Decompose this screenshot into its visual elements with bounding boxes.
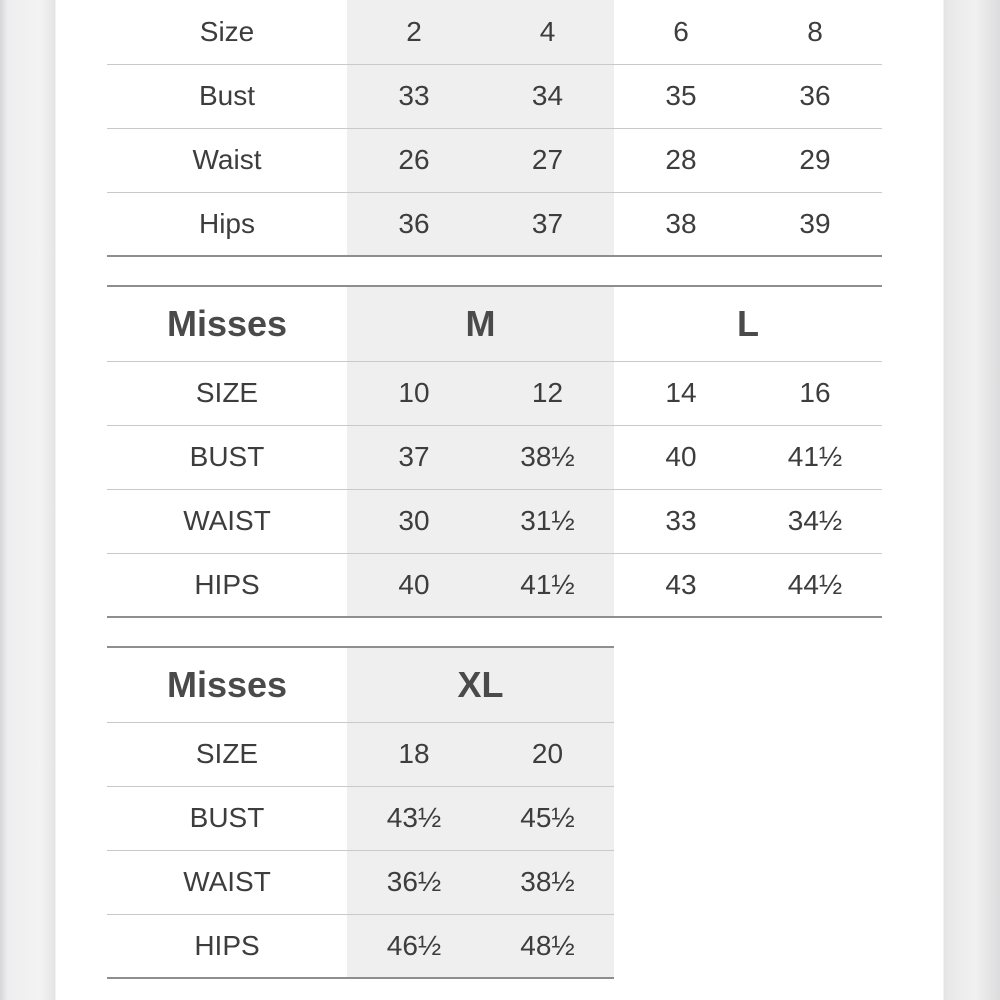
table-cell: 2 (347, 0, 481, 64)
table-cell: 33 (614, 489, 748, 553)
table-cell: 12 (481, 361, 614, 425)
table-row (107, 425, 882, 489)
table-cell: 37 (481, 192, 614, 256)
size-group-header: M (347, 286, 614, 361)
row-label: WAIST (107, 489, 347, 553)
size-group-header: L (614, 286, 882, 361)
table-row (107, 192, 882, 256)
table-cell: 43½ (347, 786, 481, 850)
table-row (107, 850, 614, 914)
table-cell: 37 (347, 425, 481, 489)
table-cell: 29 (748, 128, 882, 192)
row-label: WAIST (107, 850, 347, 914)
table-cell: 28 (614, 128, 748, 192)
table-title: Misses (107, 647, 347, 722)
table-header-row (107, 647, 614, 722)
table-cell: 38½ (481, 850, 614, 914)
table-row (107, 489, 882, 553)
table-cell: 44½ (748, 553, 882, 617)
table-row (107, 786, 614, 850)
row-label: HIPS (107, 914, 347, 978)
table-cell: 38½ (481, 425, 614, 489)
row-label: SIZE (107, 722, 347, 786)
table-cell: 35 (614, 64, 748, 128)
table-cell: 30 (347, 489, 481, 553)
table-cell: 36 (748, 64, 882, 128)
table-cell: 10 (347, 361, 481, 425)
size-chart-table-misses-m-l (107, 285, 882, 618)
table-cell: 26 (347, 128, 481, 192)
table-cell: 34 (481, 64, 614, 128)
size-group-header: XL (347, 647, 614, 722)
table-cell: 20 (481, 722, 614, 786)
table-row (107, 64, 882, 128)
row-label: SIZE (107, 361, 347, 425)
table-row (107, 722, 614, 786)
table-cell: 18 (347, 722, 481, 786)
table-cell: 43 (614, 553, 748, 617)
table-row (107, 553, 882, 617)
table-cell: 41½ (748, 425, 882, 489)
table-cell: 41½ (481, 553, 614, 617)
row-label: BUST (107, 425, 347, 489)
table-cell: 48½ (481, 914, 614, 978)
size-chart-table-misses-xl (107, 646, 614, 979)
row-label: BUST (107, 786, 347, 850)
table-row (107, 128, 882, 192)
table-cell: 39 (748, 192, 882, 256)
table-cell: 27 (481, 128, 614, 192)
table-cell: 46½ (347, 914, 481, 978)
table-cell: 36 (347, 192, 481, 256)
row-label: Bust (107, 64, 347, 128)
table-header-row (107, 286, 882, 361)
table-cell: 40 (614, 425, 748, 489)
table-row (107, 361, 882, 425)
table-cell: 14 (614, 361, 748, 425)
table-cell: 31½ (481, 489, 614, 553)
table-cell: 8 (748, 0, 882, 64)
table-cell: 45½ (481, 786, 614, 850)
row-label: Hips (107, 192, 347, 256)
table-row (107, 0, 882, 64)
table-row (107, 914, 614, 978)
table-cell: 4 (481, 0, 614, 64)
row-label: Waist (107, 128, 347, 192)
table-cell: 40 (347, 553, 481, 617)
size-chart-table-1 (107, 0, 882, 257)
table-cell: 38 (614, 192, 748, 256)
row-label: HIPS (107, 553, 347, 617)
table-cell: 16 (748, 361, 882, 425)
table-cell: 6 (614, 0, 748, 64)
table-title: Misses (107, 286, 347, 361)
table-cell: 33 (347, 64, 481, 128)
table-cell: 34½ (748, 489, 882, 553)
table-cell: 36½ (347, 850, 481, 914)
row-label: Size (107, 0, 347, 64)
